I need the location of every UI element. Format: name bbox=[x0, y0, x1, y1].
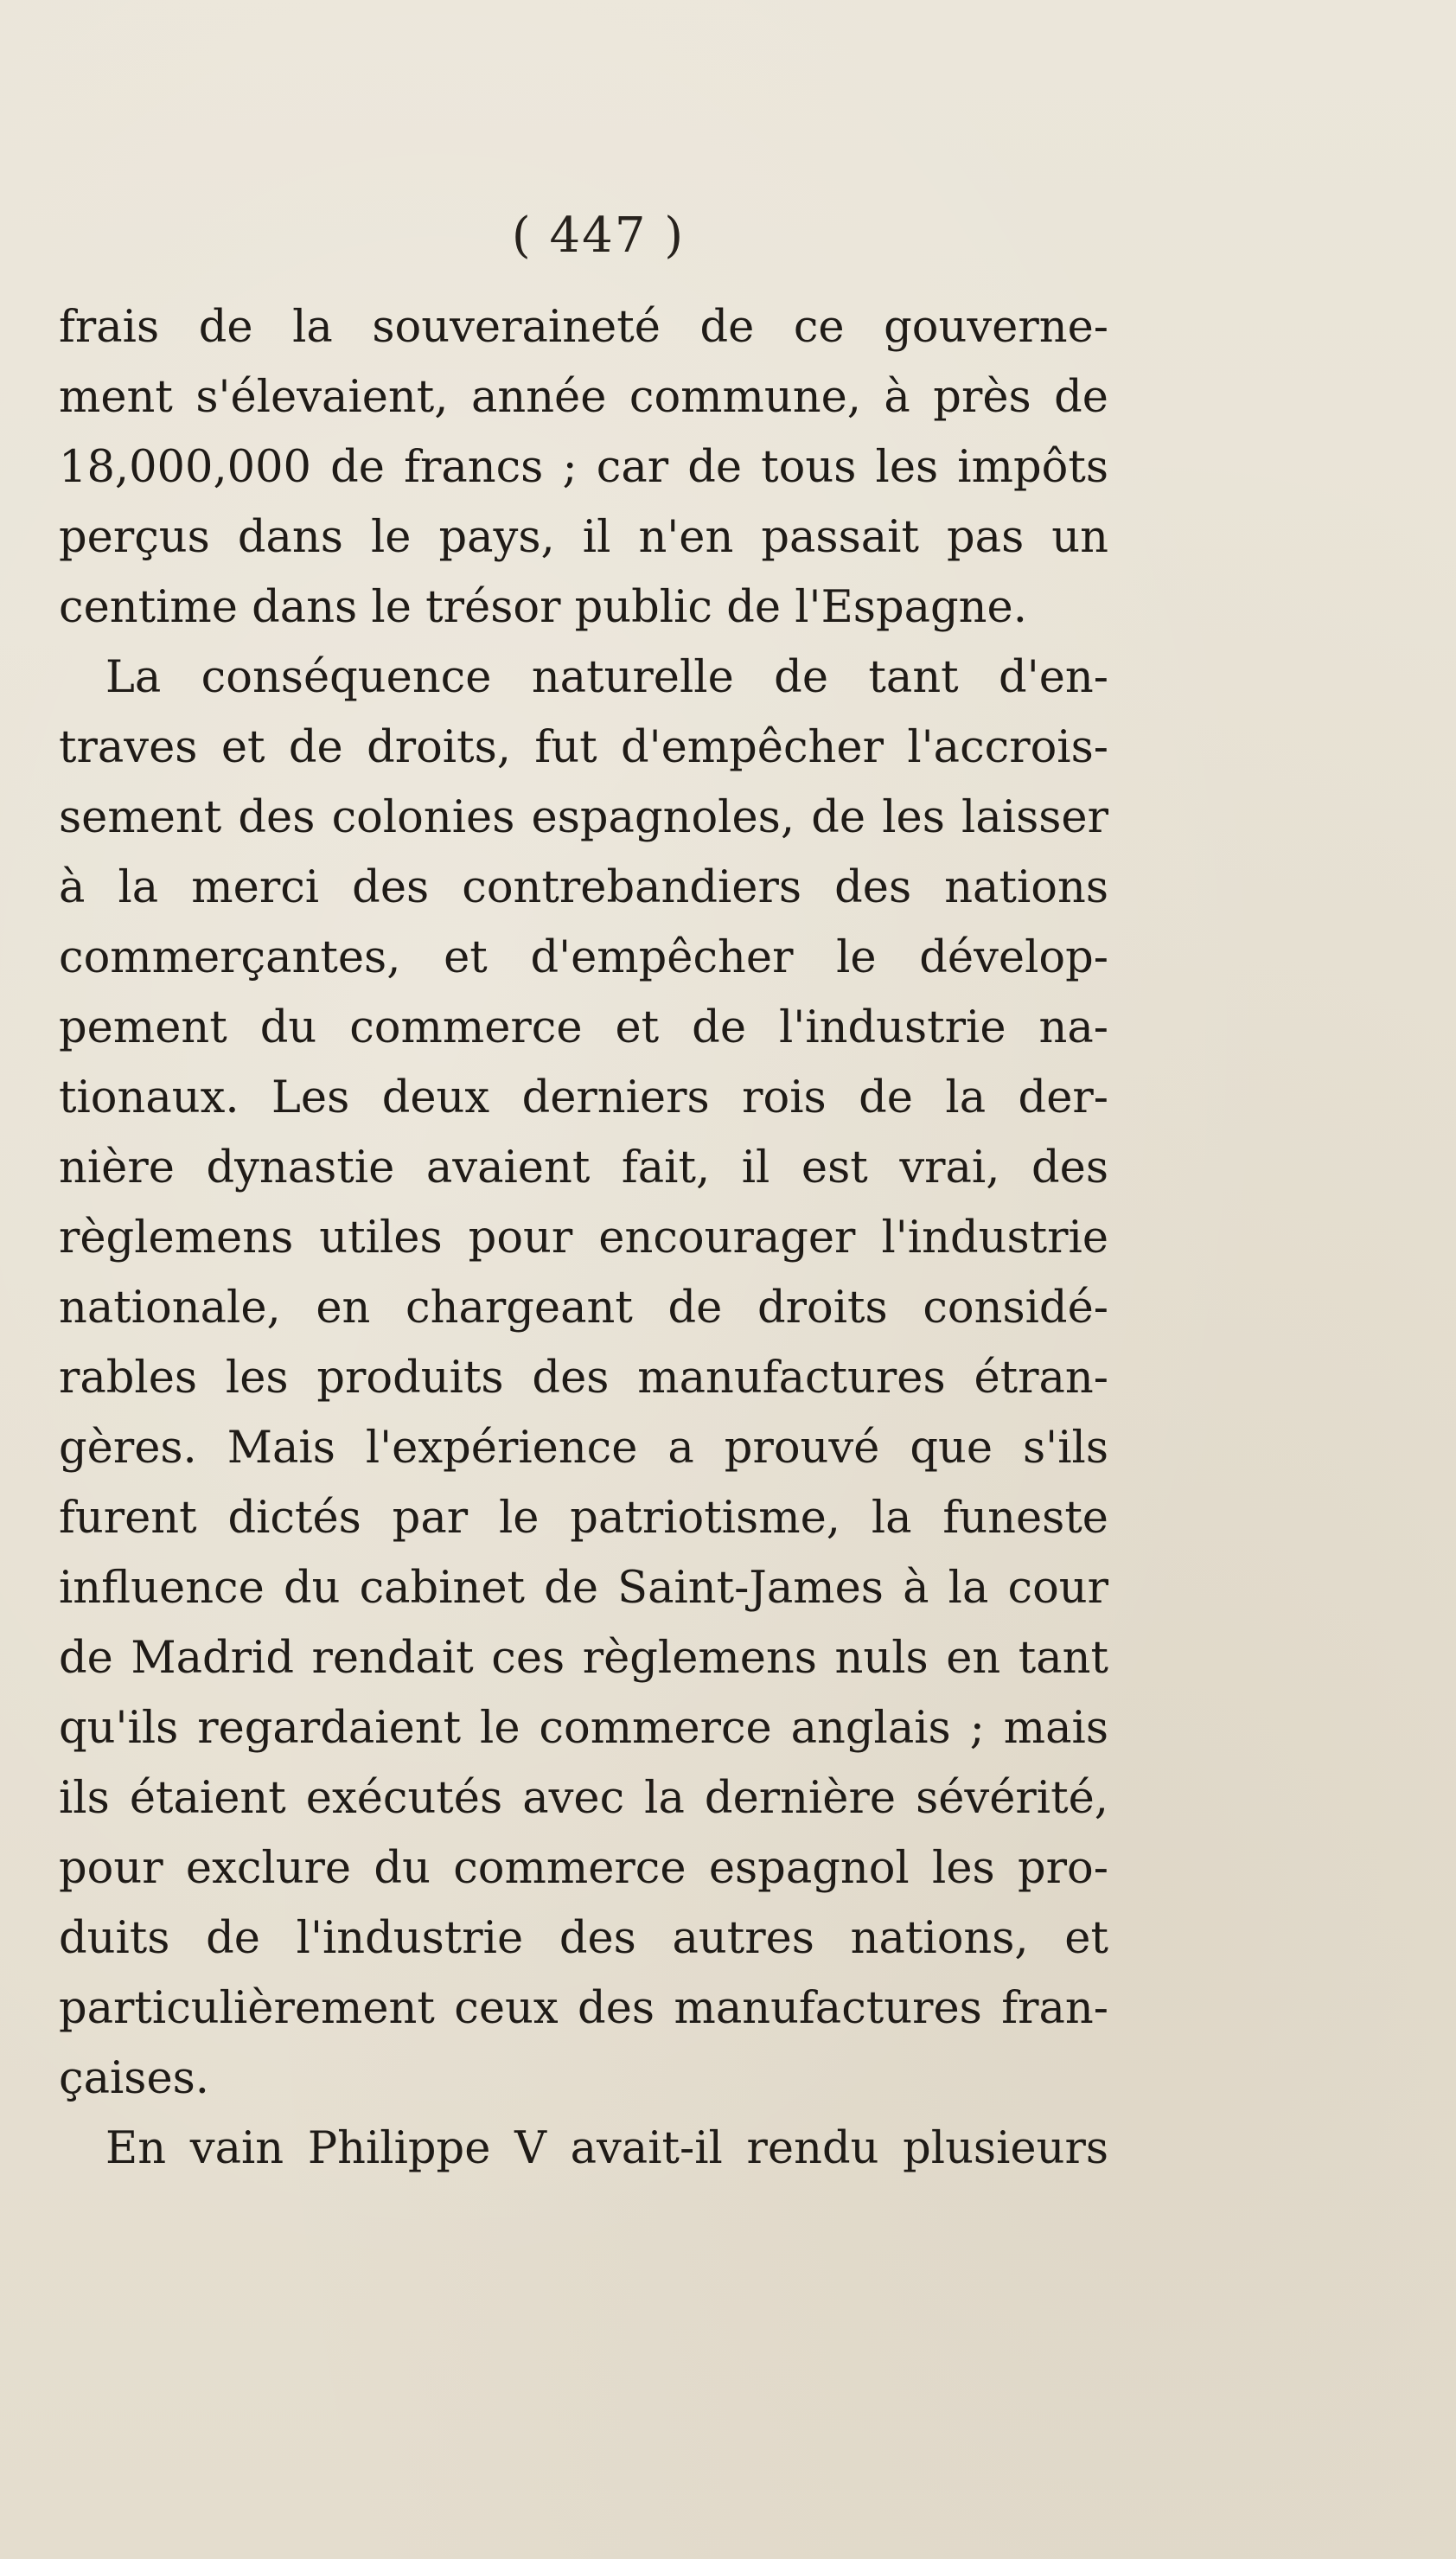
text-line: 18,000,000 de francs ; car de tous les impôts bbox=[59, 442, 1108, 493]
page-number: ( 447 ) bbox=[511, 208, 686, 264]
text-line: duits de l'industrie des autres nations, et bbox=[59, 1913, 1108, 1964]
text-line: sement des colonies espagnoles, de les laisser bbox=[59, 792, 1108, 843]
text-line: tionaux. Les deux derniers rois de la der- bbox=[59, 1072, 1108, 1123]
text-line: pement du commerce et de l'industrie na- bbox=[59, 1002, 1108, 1053]
text-line: qu'ils regardaient le commerce anglais ; mais bbox=[59, 1703, 1108, 1754]
text-line: çaises. bbox=[59, 2053, 210, 2104]
text-line: particulièrement ceux des manufactures fran- bbox=[59, 1983, 1108, 2034]
text-line: nière dynastie avaient fait, il est vrai, des bbox=[59, 1142, 1108, 1193]
body-text bbox=[59, 292, 1108, 2184]
text-line: de Madrid rendait ces règlemens nuls en tant bbox=[59, 1633, 1108, 1684]
text-line: gères. Mais l'expérience a prouvé que s'ils bbox=[59, 1423, 1108, 1474]
text-line: perçus dans le pays, il n'en passait pas un bbox=[59, 512, 1108, 563]
text-line: nationale, en chargeant de droits considé- bbox=[59, 1283, 1108, 1334]
text-line: ils étaient exécutés avec la dernière sévérité, bbox=[59, 1773, 1108, 1824]
text-line: à la merci des contrebandiers des nations bbox=[59, 862, 1108, 913]
text-line: rables les produits des manufactures étran- bbox=[59, 1353, 1108, 1404]
text-line: ment s'élevaient, année commune, à près de bbox=[59, 372, 1108, 423]
text-line: frais de la souveraineté de ce gouverne- bbox=[59, 302, 1108, 353]
text-line: règlemens utiles pour encourager l'industrie bbox=[59, 1212, 1108, 1264]
text-line: commerçantes, et d'empêcher le dévelop- bbox=[59, 932, 1108, 983]
text-line: En vain Philippe V avait-il rendu plusieurs bbox=[105, 2123, 1108, 2174]
text-line: pour exclure du commerce espagnol les pro- bbox=[59, 1843, 1108, 1894]
text-line: furent dictés par le patriotisme, la funeste bbox=[59, 1493, 1108, 1544]
text-line: traves et de droits, fut d'empêcher l'accrois- bbox=[59, 722, 1108, 773]
text-line: influence du cabinet de Saint-James à la cour bbox=[59, 1563, 1108, 1614]
text-line: La conséquence naturelle de tant d'en- bbox=[105, 652, 1108, 703]
text-line: centime dans le trésor public de l'Espagne. bbox=[59, 582, 1027, 633]
